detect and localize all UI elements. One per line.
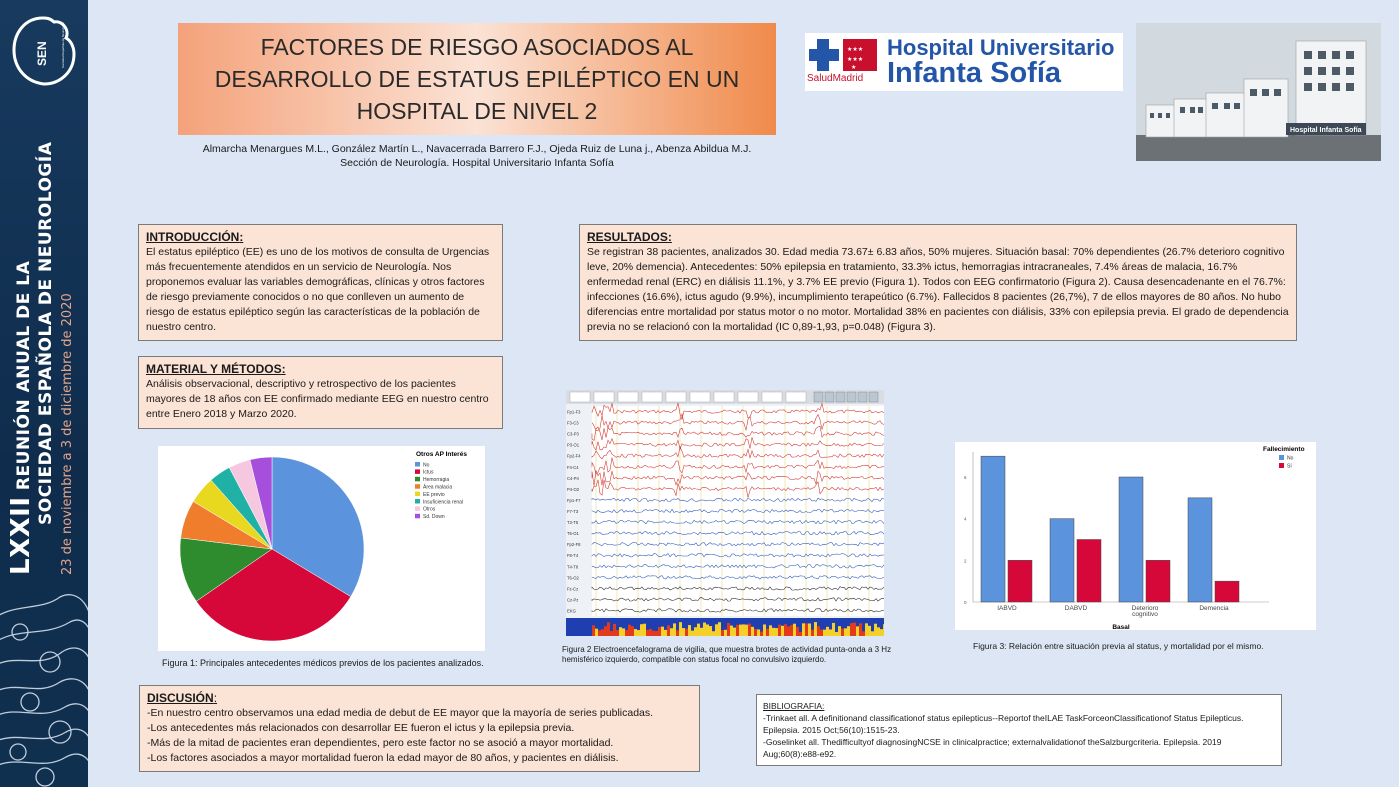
eeg-channel-label: F8-T4 <box>567 553 579 559</box>
results-text: Se registran 38 pacientes, analizados 30. Edad media 73.67± 6.83 años, 50% mujeres. Situación basal: 70% dependientes (26.7% deterioro cognitivo leve, 20% demencia). Antecedentes: 50% epilepsia en tratamiento, 33.3% ictus, hemorragias intracraneales, 7.4% áreas de malacia, 16.7% enfermedad renal (ERC) en diálisis 11.1%, y 3.7% EE previo (Figura 1). Todos con EEG confirmatorio (Figura 2). Causa desencadenante en el 76.7%: infecciones (16.6%), ictus agudo (9.9%), incumplimiento terapeútico (6.7%). Fallecidos 8 pacientes (26,7%), 7 de ellos mayores de 80 años. No hubo diferencias entre mortalidad por status motor o no motor. Mortalidad 38% en pacientes con diálisis, 33% con epilepsia previa. El grado de dependencia previa no se relacionó con la mortalidad (IC 0,89-1,93, p=0.048) (Figura 3). <box>587 246 1289 333</box>
conference-dates: 23 de noviembre a 3 de diciembre de 2020 <box>60 293 75 575</box>
discussion-line: -Más de la mitad de pacientes eran dependientes, pero este factor no se asoció a mayor mortalidad. <box>147 737 614 749</box>
bar-legend-label: Sí <box>1287 463 1292 470</box>
svg-text:★★★: ★★★ <box>847 57 864 63</box>
bar-s-2 <box>1146 560 1170 602</box>
pie-legend-swatch <box>415 469 420 474</box>
hospital-building-photo <box>1136 23 1381 161</box>
bar-s-1 <box>1077 540 1101 603</box>
bibliography-section <box>756 694 1282 766</box>
eeg-channel-label: F7-T3 <box>567 509 579 514</box>
bar-legend-title: Fallecimiento <box>1263 446 1305 453</box>
methods-heading-colon: : <box>281 362 286 376</box>
svg-text:★: ★ <box>851 65 857 71</box>
pie-legend-label: EE previo <box>423 491 445 498</box>
sen-logo-text: SEN <box>35 41 49 66</box>
poster-title: FACTORES DE RIESGO ASOCIADOS AL DESARROLLO DE ESTATUS EPILÉPTICO EN UN HOSPITAL DE NIVEL 2 <box>214 34 740 124</box>
methods-text: Análisis observacional, descriptivo y retrospectivo de los pacientes mayores de 18 años con EE confirmado mediante EEG en nuestro centro entre Enero 2018 y Marzo 2020. <box>146 378 489 420</box>
eeg-trace-area <box>592 406 884 616</box>
eeg-channel-label: P3-O1 <box>567 442 580 448</box>
discussion-heading: DISCUSIÓN <box>147 691 214 705</box>
hospital-name-line2: Infanta Sofía <box>887 57 1062 89</box>
bar-no-0 <box>981 456 1005 602</box>
discussion-line: -Los antecedentes más relacionados con desarrollar EE fueron el ictus y la epilepsia previa. <box>147 722 575 734</box>
bar-legend-swatch <box>1279 455 1284 460</box>
pie-legend-label: Otros <box>423 506 436 513</box>
brain-decoration-icon <box>0 592 88 787</box>
x-tick-label: Deterioro <box>1131 605 1159 612</box>
bar-no-2 <box>1119 477 1143 602</box>
eeg-channel-label: Fp1-F7 <box>567 497 581 503</box>
pie-legend-swatch <box>415 499 420 504</box>
y-tick-label: 2 <box>964 558 967 564</box>
pie-legend-label: No <box>423 462 430 469</box>
x-axis-label: Basal <box>1112 624 1130 630</box>
authors-block <box>178 142 776 170</box>
introduction-section <box>138 224 503 341</box>
figure-1-caption: Figura 1: Principales antecedentes médicos previos de los pacientes analizados. <box>162 658 484 668</box>
conference-numeral: LXXII <box>6 496 36 575</box>
x-tick-label: Demencia <box>1199 605 1229 612</box>
bibliography-ref: -Goselinket all. Thedifficultyof diagnosingNCSE in clinicalpractice; externalvalidationof theSalzburgcriteria. Epilepsia. 2019 Aug;60(8):e88-e92. <box>763 737 1222 759</box>
salud-madrid-cross-icon <box>807 35 881 75</box>
bar-chart-svg <box>955 442 1316 630</box>
introduction-heading: INTRODUCCIÓN <box>146 230 240 244</box>
affiliation: Sección de Neurología. Hospital Universitario Infanta Sofía <box>340 157 614 169</box>
x-tick-label: cognitivo <box>1132 611 1158 618</box>
authors: Almarcha Menargues M.L., González Martín L., Navacerrada Barrero F.J., Ojeda Ruiz de Luna j., Abenza Abildua M.J. <box>202 143 752 155</box>
results-heading: RESULTADOS <box>587 230 668 244</box>
eeg-channel-label: C3-P3 <box>567 431 579 437</box>
pie-legend-label: Área malacia <box>423 484 453 491</box>
pie-legend-label: Hemorragia <box>423 477 450 484</box>
pie-legend-swatch <box>415 484 420 489</box>
methods-section <box>138 356 503 429</box>
discussion-line: -Los factores asociados a mayor mortalidad fueron la edad mayor de 80 años, y pacientes en diálisis. <box>147 752 619 764</box>
eeg-channel-label: EKG <box>567 608 576 614</box>
bar-no-1 <box>1050 519 1074 602</box>
bibliography-ref: -Trinkaet all. A definitionand classificationof status epilepticus--Reportof theILAE TaskForceonClassificationof Status Epilepticus. Epilepsia. 2015 Oct;56(10):1515-23. <box>763 713 1244 735</box>
bar-s-0 <box>1008 560 1032 602</box>
eeg-channel-label: T6-O2 <box>567 575 579 581</box>
eeg-channel-label: C4-P4 <box>567 475 579 481</box>
figure-1-pie-chart <box>158 446 485 651</box>
results-section <box>579 224 1297 341</box>
conference-title-vertical <box>6 15 84 575</box>
y-tick-label: 6 <box>964 475 967 480</box>
pie-legend-swatch <box>415 462 420 467</box>
hospital-name-line1: Hospital Universitario <box>887 35 1115 60</box>
pie-legend-label: Insuficiencia renal <box>423 499 464 506</box>
eeg-spectrogram <box>566 618 884 636</box>
eeg-channel-label: Fp2-F8 <box>567 542 581 548</box>
introduction-heading-colon: : <box>239 230 244 244</box>
figure-3-caption: Figura 3: Relación entre situación previa al status, y mortalidad por el mismo. <box>973 641 1264 651</box>
eeg-channel-label: Cz-Pz <box>567 597 579 603</box>
x-tick-label: IABVD <box>997 605 1017 612</box>
conference-line1: REUNIÓN ANUAL DE LA <box>14 260 34 491</box>
y-tick-label: 4 <box>964 516 967 522</box>
pie-legend-swatch <box>415 514 420 519</box>
bar-no-3 <box>1188 498 1212 602</box>
eeg-channel-label: Fp2-F4 <box>567 453 581 459</box>
pie-legend-swatch <box>415 492 420 497</box>
svg-text:★★★: ★★★ <box>847 47 864 53</box>
eeg-channel-label: Fp1-F3 <box>567 409 581 415</box>
conference-sidebar <box>0 0 88 787</box>
building-illustration <box>1136 23 1381 161</box>
figure-2-eeg <box>566 390 884 636</box>
eeg-channel-label: F3-C3 <box>567 420 579 426</box>
eeg-channel-label: T5-O1 <box>567 531 579 537</box>
introduction-text: El estatus epiléptico (EE) es uno de los motivos de consulta de Urgencias más frecuentemente atendidos en un servicio de Neurología. Nos proponemos evaluar las variables demográficas, clínicas y otros factores de riesgo previamente conocidos o no que conlleven un aumento de riesgo de estatus epiléptico según las características de la población de nuestro centro. <box>146 246 490 333</box>
eeg-channel-label: F4-C4 <box>567 464 579 470</box>
eeg-channel-label: Fz-Cz <box>567 586 579 592</box>
sen-logo-subtext: Sociedad Española de Neurología <box>61 22 65 68</box>
eeg-channel-label: P4-O2 <box>567 486 580 492</box>
eeg-channel-label: T4-T6 <box>567 564 579 570</box>
bar-legend-swatch <box>1279 463 1284 468</box>
figure-3-bar-chart <box>955 442 1316 630</box>
figure-2-caption: Figura 2 Electroencefalograma de vigilia, que muestra brotes de actividad punta-onda a 3 Hz hemisférico izquierdo, compatible con status focal no convulsivo izquierdo. <box>562 645 892 664</box>
conference-line2: SOCIEDAD ESPAÑOLA DE NEUROLOGÍA <box>36 141 56 525</box>
bar-legend-label: No <box>1287 455 1294 462</box>
pie-legend-label: Ictus <box>423 469 434 476</box>
hospital-logo <box>805 33 1123 91</box>
pie-legend-swatch <box>415 477 420 482</box>
results-heading-colon: : <box>667 230 672 244</box>
bar-s-3 <box>1215 581 1239 602</box>
pie-legend-title: Otros AP Interés <box>416 451 467 458</box>
salud-madrid-text: SaludMadrid <box>807 73 864 84</box>
pie-chart-svg <box>158 446 485 651</box>
discussion-heading-colon: : <box>213 691 218 705</box>
x-tick-label: DABVD <box>1064 605 1088 612</box>
eeg-toolbar <box>566 390 884 404</box>
building-sign: Hospital Infanta Sofía <box>1290 127 1362 134</box>
eeg-trace-svg <box>566 390 884 636</box>
bibliography-title: BIBLIOGRAFIA: <box>763 701 825 711</box>
pie-legend-swatch <box>415 506 420 511</box>
eeg-channel-label: T3-T5 <box>567 520 579 526</box>
poster-title-banner <box>178 23 776 135</box>
pie-legend-label: Sd. Down <box>423 514 445 521</box>
methods-heading: MATERIAL Y MÉTODOS <box>146 362 282 376</box>
discussion-section <box>139 685 700 772</box>
y-tick-label: 0 <box>964 600 967 605</box>
discussion-line: -En nuestro centro observamos una edad media de debut de EE mayor que la mayoría de series publicadas. <box>147 707 654 719</box>
